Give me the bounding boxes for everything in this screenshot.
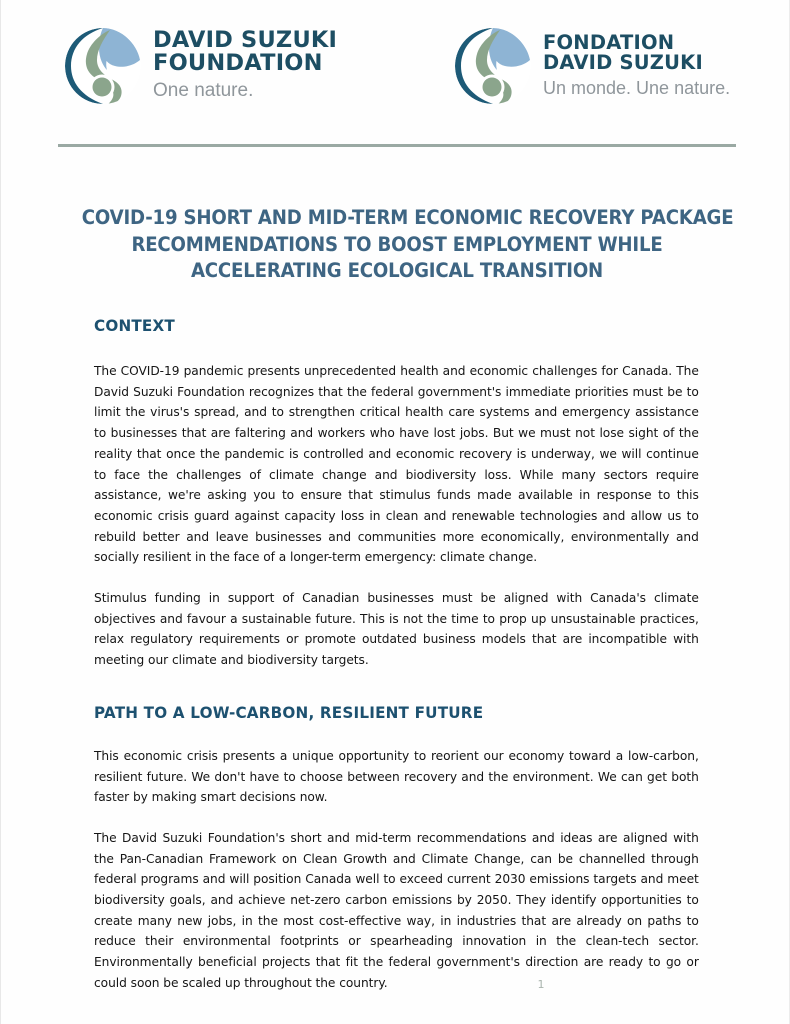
wordmark-line-1: DAVID SUZUKI <box>153 27 338 53</box>
logo-wordmark-fr <box>543 30 731 100</box>
logo-wordmark-en <box>153 29 337 103</box>
wordmark-line-1: FONDATION <box>543 30 675 54</box>
fondation-david-suzuki-circle-logo-icon <box>453 26 533 106</box>
section-heading-context: CONTEXT <box>94 316 175 335</box>
header-divider-rule <box>58 144 736 147</box>
document-header <box>1 0 790 140</box>
page-title-line-2: RECOMMENDATIONS TO BOOST EMPLOYMENT WHILE <box>131 232 663 256</box>
paragraph-path-2: The David Suzuki Foundation's short and mid-term recommendations and ideas are aligned with the Pan-Canadian Framework on Clean Growth and Climate Change, can be channelled through federal programs and will position Canada well to exceed current 2030 emissions targets and meet biodiversity goals, and achieve net-zero carbon emissions by 2050. They identify opportunities to create many new jobs, in the most cost-effective way, in industries that are already on paths to reduce their environmental footprints or spearheading innovation in the clean-tech sector. Environmentally beneficial projects that fit the federal government's direction are ready to go or could soon be scaled up throughout the country. <box>94 829 699 990</box>
page-number: 1 <box>537 978 545 991</box>
wordmark-line-2: DAVID SUZUKI <box>543 50 703 74</box>
paragraph-context-1: The COVID-19 pandemic presents unprecedented health and economic challenges for Canada. The David Suzuki Foundation recognizes that the federal government's immediate priorities must be to limit the virus's spread, and to strengthen critical health care systems and emergency assistance to businesses that are faltering and workers who have lost jobs. But we must not lose sight of the reality that once the pandemic is controlled and economic recovery is underway, we will continue to face the challenges of climate change and biodiversity loss. While many sectors require assistance, we're asking you to ensure that stimulus funds made available in response to this economic crisis guard against capacity loss in clean and renewable technologies and allow us to rebuild better and leave businesses and communities more economically, environmentally and socially resilient in the face of a longer-term emergency: climate change. <box>94 363 699 565</box>
logo-fondation-david-suzuki-fr <box>453 26 730 106</box>
page-title-line-3: ACCELERATING ECOLOGICAL TRANSITION <box>190 259 604 282</box>
document-body <box>94 316 708 994</box>
david-suzuki-foundation-circle-logo-icon <box>63 26 143 106</box>
wordmark-line-2: FOUNDATION <box>153 50 323 76</box>
logo-tagline-en: One nature. <box>153 80 254 101</box>
section-spacer <box>94 671 708 703</box>
logo-tagline-fr: Un monde. Une nature. <box>543 77 731 98</box>
section-heading-path: PATH TO A LOW-CARBON, RESILIENT FUTURE <box>94 702 484 722</box>
paragraph-path-1: This economic crisis presents a unique opportunity to reorient our economy toward a low-carbon, resilient future. We don't have to choose between recovery and the environment. We can get both faster by making smart decisions now. <box>94 747 699 805</box>
logo-david-suzuki-foundation-en <box>63 26 337 106</box>
page-title-line-1: COVID-19 SHORT AND MID-TERM ECONOMIC RECOVERY PACKAGE <box>81 206 734 229</box>
page-title <box>81 205 734 285</box>
paragraph-context-2: Stimulus funding in support of Canadian businesses must be aligned with Canada's climate objectives and favour a sustainable future. This is not the time to prop up unsustainable practices, relax regulatory requirements or promote outdated business models that are incompatible with meeting our climate and biodiversity targets. <box>94 590 699 668</box>
